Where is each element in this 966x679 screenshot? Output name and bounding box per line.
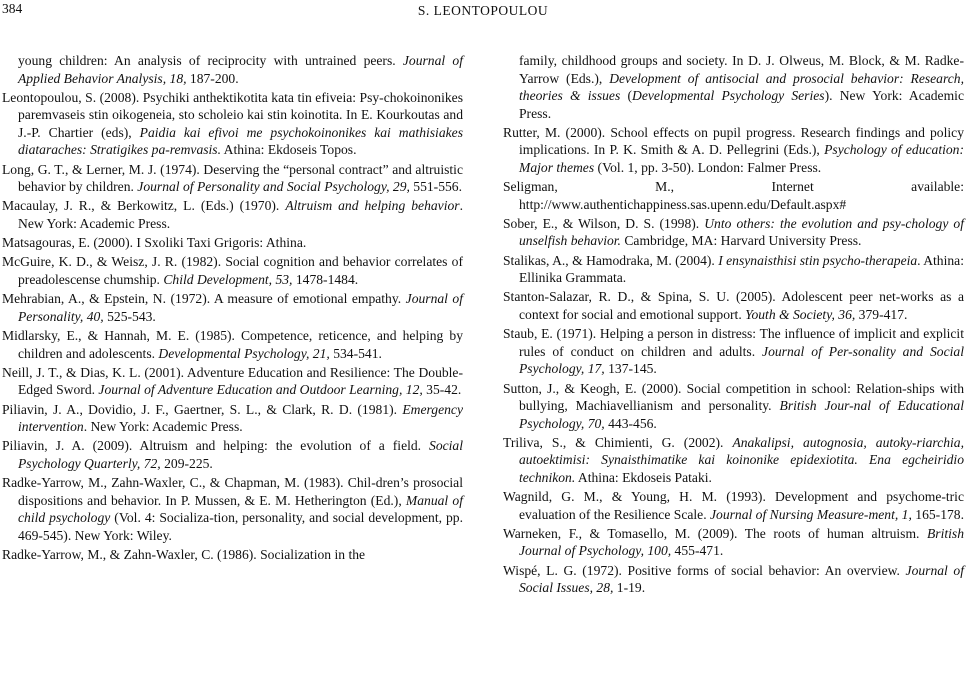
reference-source-title: Development of antisocial and prosocial behavior: Research, theories & issues xyxy=(519,70,964,103)
reference-text: 525-543. xyxy=(103,308,156,324)
reference-text: (Vol. 4: Socializa-tion, personality, and social development, pp. 469-545). New York: Wiley. xyxy=(18,510,463,543)
reference-text: Staub, E. (1971). Helping a person in distress: The influence of implicit and explicit rules of conduct on children and adults. xyxy=(503,326,964,359)
page-header xyxy=(0,0,966,24)
reference-entry xyxy=(2,290,463,325)
reference-text: 165-178. xyxy=(911,506,964,522)
reference-text: Mehrabian, A., & Epstein, N. (1972). A measure of emotional empathy. xyxy=(2,291,406,307)
reference-text: . Athina: Ellinika Grammata. xyxy=(519,252,964,286)
reference-text: 137-145. xyxy=(604,361,657,377)
reference-text: 1478-1484. xyxy=(292,271,359,287)
reference-entry xyxy=(2,327,463,362)
reference-text: Rutter, M. (2000). School effects on pupil progress. Research findings and policy implications. In P. K. Smith & A. D. Pellegrini (Eds.), xyxy=(503,124,964,158)
reference-text: Matsagouras, E. (2000). I Sxoliki Taxi Grigoris: Athina. xyxy=(2,235,307,251)
reference-entry xyxy=(2,161,463,196)
reference-text: 455-471. xyxy=(671,543,724,559)
reference-entry xyxy=(503,252,964,287)
reference-text: Long, G. T., & Lerner, M. J. (1974). Deserving the “personal contract” and altruistic behavior by children. xyxy=(2,161,463,195)
reference-source-title: Journal of Applied Behavior Analysis, 18, xyxy=(18,53,463,86)
reference-entry xyxy=(2,234,463,252)
reference-text: Sutton, J., & Keogh, E. (2000). Social competition in school: Relation-ships with bullying, Machiavellianism and personality. xyxy=(503,380,964,414)
reference-text: Radke-Yarrow, M., Zahn-Waxler, C., & Chapman, M. (1983). Chil-dren’s prosocial dispositions and behavior. In P. Mussen, & E. M. Hetherington (Ed.), xyxy=(2,475,463,508)
reference-entry xyxy=(503,525,964,560)
reference-source-title: Child Development, 53, xyxy=(163,271,293,287)
reference-entry xyxy=(503,52,964,122)
reference-text: 187-200. xyxy=(186,70,239,86)
reference-source-title: Developmental Psychology Series xyxy=(632,88,825,103)
reference-text: 1-19. xyxy=(613,580,646,596)
reference-text: Neill, J. T., & Dias, K. L. (2001). Adventure Education and Resilience: The Double-Edged Sword. xyxy=(2,364,463,398)
references-right-column xyxy=(503,52,964,599)
reference-entry xyxy=(2,89,463,159)
reference-text: Wispé, L. G. (1972). Positive forms of social behavior: An overview. xyxy=(503,562,906,578)
reference-text: Triliva, S., & Chimienti, G. (2002). xyxy=(503,434,733,450)
reference-source-title: Journal of Social Issues, 28, xyxy=(519,562,964,596)
reference-text: Piliavin, J. A. (2009). Altruism and helping: the evolution of a field. xyxy=(2,438,430,454)
reference-source-title: Journal of Nursing Measure-ment, 1, xyxy=(710,506,912,522)
reference-text: 443-456. xyxy=(604,415,657,431)
reference-text: Seligman, M., Internet available: http://www.authentichappiness.sas.upenn.edu/Default.aspx# xyxy=(503,179,964,212)
reference-text: ( xyxy=(620,88,632,103)
reference-text: 35-42. xyxy=(422,382,462,398)
reference-entry xyxy=(2,52,463,87)
reference-text: Piliavin, J. A., Dovidio, J. F., Gaertner, S. L., & Clark, R. D. (1981). xyxy=(2,401,403,417)
reference-text: 551-556. xyxy=(409,179,462,195)
reference-entry xyxy=(503,124,964,177)
reference-text: ). New York: Academic Press. xyxy=(519,88,964,121)
reference-text: Stalikas, A., & Hamodraka, M. (2004). xyxy=(503,252,719,268)
reference-source-title: British Journal of Psychology, 100, xyxy=(519,525,964,559)
reference-source-title: Journal of Adventure Education and Outdoor Learning, 12, xyxy=(98,382,423,398)
reference-source-title: Journal of Personality, 40, xyxy=(18,291,463,324)
reference-source-title: Journal of Personality and Social Psychology, 29, xyxy=(137,179,410,195)
reference-text: Cambridge, MA: Harvard University Press. xyxy=(620,233,862,249)
reference-text: (Vol. 1, pp. 3-50). London: Falmer Press. xyxy=(594,159,822,175)
references-left-column xyxy=(2,52,463,565)
reference-source-title: British Jour-nal of Educational Psychology, 70, xyxy=(519,398,964,431)
reference-entry xyxy=(503,380,964,433)
reference-text: Warneken, F., & Tomasello, M. (2009). The roots of human altruism. xyxy=(503,525,927,541)
reference-entry xyxy=(503,215,964,250)
running-head: S. LEONTOPOULOU xyxy=(417,3,549,18)
reference-entry xyxy=(503,325,964,378)
reference-entry xyxy=(2,253,463,288)
reference-entry xyxy=(503,488,964,523)
reference-source-title: Youth & Society, 36, xyxy=(745,306,856,322)
reference-text: family, childhood groups and society. In D. J. Olweus, M. Block, & M. Radke-Yarrow (Eds.), xyxy=(519,53,964,86)
reference-source-title: Journal of Per-sonality and Social Psychology, 17, xyxy=(519,343,964,377)
reference-text: Leontopoulou, S. (2008). Psychiki anthektikotita kata tin efiveia: Psy-chokoinonikes paremvaseis stin oikogeneia, sto scholeio kai stin koinotita. In E. Kourkoutas and J.-P. Chartier (eds), xyxy=(2,89,463,140)
reference-source-title: Manual of child psychology xyxy=(18,492,463,526)
reference-text: 534-541. xyxy=(329,345,382,361)
reference-text: Athina: Ekdoseis Topos. xyxy=(221,142,357,158)
reference-text: Sober, E., & Wilson, D. S. (1998). xyxy=(503,215,705,231)
reference-source-title: Unto others: the evolution and psy-chology of unselfish behavior. xyxy=(519,215,964,249)
reference-text: . New York: Academic Press. xyxy=(18,198,463,231)
reference-text: 209-225. xyxy=(160,455,213,471)
reference-text: Midlarsky, E., & Hannah, M. E. (1985). Competence, reticence, and helping by children and adolescents. xyxy=(2,328,463,361)
reference-text: . New York: Academic Press. xyxy=(83,419,243,435)
reference-text: Radke-Yarrow, M., & Zahn-Waxler, C. (1986). Socialization in the xyxy=(2,547,366,563)
reference-source-title: Psychology of education: Major themes xyxy=(519,142,964,175)
reference-entry xyxy=(503,288,964,323)
reference-text: Wagnild, G. M., & Young, H. M. (1993). Development and psychome-tric evaluation of the Resilience Scale. xyxy=(503,489,964,522)
reference-text: McGuire, K. D., & Weisz, J. R. (1982). Social cognition and behavior correlates of preadolescense chumship. xyxy=(2,254,463,287)
reference-text: 379-417. xyxy=(855,306,908,322)
reference-text: Stanton-Salazar, R. D., & Spina, S. U. (2005). Adolescent peer net-works as a context for social and emotional support. xyxy=(503,289,964,322)
reference-source-title: Social Psychology Quarterly, 72, xyxy=(18,438,463,471)
reference-entry xyxy=(2,364,463,399)
page-number: 384 xyxy=(2,1,23,16)
reference-source-title: Altruism and helping behavior xyxy=(285,198,460,214)
reference-source-title: I ensynaisthisi stin psycho-therapeia xyxy=(718,252,918,268)
reference-source-title: Anakalipsi, autognosia, autoky-riarchia, autoektimisi: Synaisthimatike kai koinonike epidexiotita. Ena egcheiridio technikon. xyxy=(519,434,964,485)
reference-source-title: Emergency intervention xyxy=(18,401,463,435)
reference-text: Macaulay, J. R., & Berkowitz, L. (Eds.) (1970). xyxy=(2,198,286,214)
reference-source-title: Paidia kai efivoi me psychokoinonikes kai mathisiakes diataraches: Stratigikes pa-remvasis. xyxy=(18,124,463,158)
reference-entry xyxy=(503,178,964,213)
reference-text: young children: An analysis of reciprocity with untrained peers. xyxy=(18,53,403,68)
reference-entry xyxy=(2,401,463,436)
reference-entry xyxy=(503,562,964,597)
reference-entry xyxy=(2,437,463,472)
reference-entry xyxy=(2,197,463,232)
reference-entry xyxy=(503,434,964,487)
reference-text: Athina: Ekdoseis Pataki. xyxy=(575,469,712,485)
reference-entry xyxy=(2,474,463,544)
reference-source-title: Developmental Psychology, 21, xyxy=(158,345,330,361)
reference-entry xyxy=(2,546,463,564)
